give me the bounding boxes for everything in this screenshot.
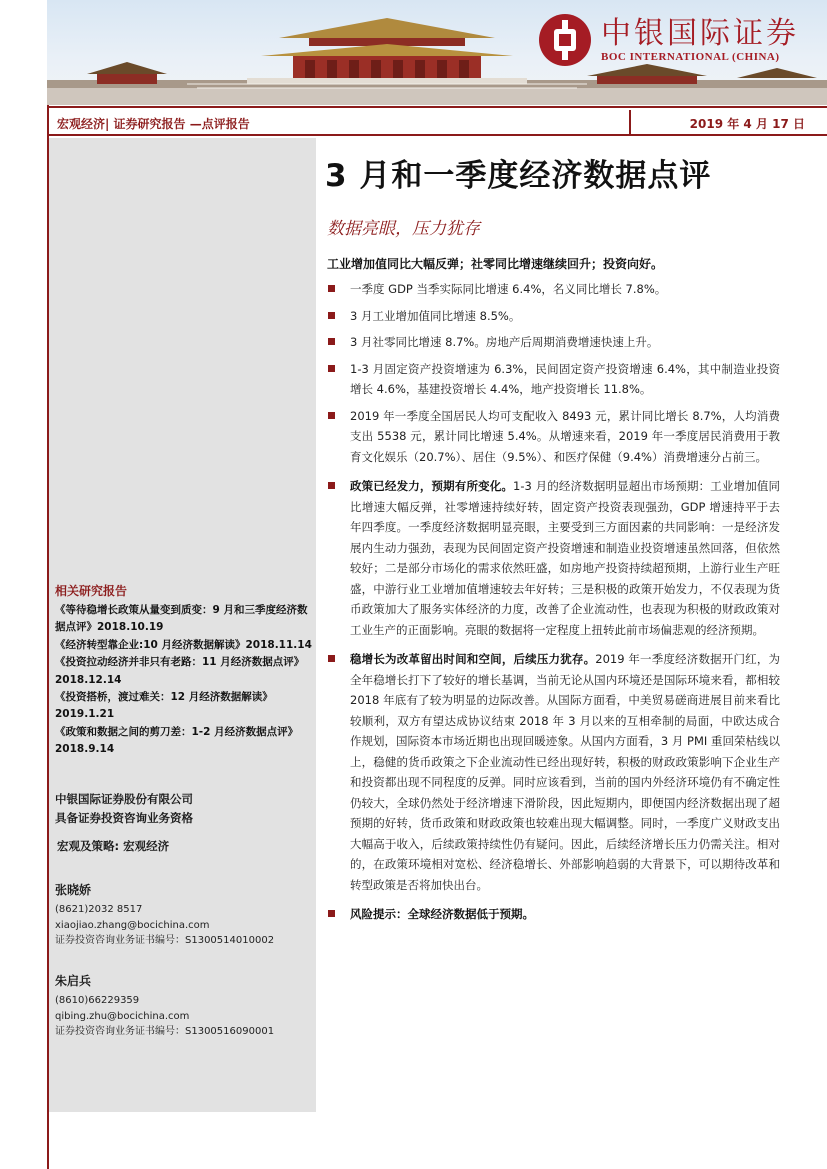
brand-name-en: BOC INTERNATIONAL (CHINA) <box>601 51 780 63</box>
bullet-text: 3 月社零同比增速 8.7%。房地产后周期消费增速快速上升。 <box>350 335 659 349</box>
bullet-heading: 稳增长为改革留出时间和空间，后续压力犹存。 <box>350 652 596 666</box>
bullet-text: 2019 年一季度经济数据开门红，为全年稳增长打下了较好的增长基调，当前无论从国内环境还是国际环境来看，都相较 2018 年底有了较为明显的边际改善。从国际方面看，中美贸易磋商进展目前来看比较顺利，双方有望达成协议结束 2018 年 3 月以来的互相牵制的局面，中欧达成合作规划，国际资本市场近期也出现回暖迹象。从国内方面看，3 月 PMI 重回荣枯线以上，稳健的货币政策之下企业流动性已经出现好转，积极的财政政策影响下企业生产和投资都出现不同程度的反弹。同时应该看到，当前的国内外经济环境仍有不确定性仍较大，全球仍然处于经济增速下滑阶段，因此短期内，即便国内经济数据出现了超预期的好转，货币政策和财政政策也较难出现大幅调整。同时，一季度广义财政支出大幅高于收入，后续政策持续性仍有疑问。因此，后续经济增长压力仍需关注。相对的，在政策环境相对宽松、经济稳增长、外部影响趋弱的大背景下，可以期待改革和转型政策是否将加快出台。 <box>350 652 781 892</box>
bullet-square-icon <box>328 285 335 292</box>
bullet-item <box>327 649 780 895</box>
bullet-text: 2019 年一季度全国居民人均可支配收入 8493 元，累计同比增长 8.7%，人均消费支出 5538 元，累计同比增速 5.4%。从增速来看，2019 年一季度居民消费用于教育文化娱乐（20.7%）、居住（9.5%）、和医疗保健（9.4%）消费增速分占前三。 <box>350 408 780 464</box>
analyst-card <box>55 972 317 1040</box>
company-name: 中银国际证券股份有限公司 <box>55 792 193 806</box>
analyst-cert: 证券投资咨询业务证书编号：S1300516090001 <box>55 1026 275 1037</box>
bullet-text: 3 月工业增加值同比增速 8.5%。 <box>350 308 521 323</box>
related-report-item[interactable]: 《政策和数据之间的剪刀差：1-2 月经济数据点评》2018.9.14 <box>55 725 299 756</box>
bullet-item <box>327 332 780 353</box>
related-report-item[interactable]: 《投资拉动经济并非只有老路：11 月经济数据点评》2018.12.14 <box>55 656 305 686</box>
bullet-item <box>327 406 780 468</box>
analyst-email[interactable]: xiaojiao.zhang@bocichina.com <box>55 919 210 931</box>
analyst-email[interactable]: qibing.zhu@bocichina.com <box>55 1010 190 1022</box>
bullet-heading: 政策已经发力，预期有所变化。 <box>350 479 514 493</box>
analyst-name: 张晓娇 <box>55 883 92 897</box>
bullet-square-icon <box>328 910 335 917</box>
bullet-text: 一季度 GDP 当季实际同比增速 6.4%，名义同比增长 7.8%。 <box>350 282 667 296</box>
company-info <box>55 790 193 828</box>
bullet-square-icon <box>328 482 335 489</box>
bullet-square-icon <box>328 655 335 662</box>
bullet-square-icon <box>328 312 335 319</box>
header-banner <box>47 0 827 105</box>
bullet-item <box>327 904 780 925</box>
related-report-item[interactable]: 《投资搭桥，渡过难关：12 月经济数据解读》2019.1.21 <box>55 691 273 721</box>
brand-name-cn: 中银国际证券 <box>601 16 799 51</box>
related-reports-heading: 相关研究报告 <box>55 584 128 598</box>
report-subtitle: 数据亮眼，压力犹存 <box>327 219 480 239</box>
related-report-item[interactable]: 《等待稳增长政策从量变到质变：9 月和三季度经济数据点评》2018.10.19 <box>55 604 308 634</box>
bullet-heading: 风险提示：全球经济数据低于预期。 <box>350 907 534 921</box>
band-separator <box>629 110 631 136</box>
lead-summary: 工业增加值同比大幅反弹；社零同比增速继续回升；投资向好。 <box>327 257 664 271</box>
analyst-name: 朱启兵 <box>55 974 92 988</box>
analyst-cert: 证券投资咨询业务证书编号：S1300514010002 <box>55 935 275 946</box>
report-type: 宏观经济| 证券研究报告 —点评报告 <box>57 117 250 131</box>
bullet-square-icon <box>328 338 335 345</box>
analyst-card <box>55 881 317 949</box>
company-qualification: 具备证券投资咨询业务资格 <box>55 811 193 825</box>
related-reports-list <box>55 602 317 759</box>
bullet-item <box>327 359 780 400</box>
related-report-item[interactable]: 《经济转型靠企业:10 月经济数据解读》2018.11.14 <box>55 638 312 651</box>
boc-logo-icon <box>539 14 591 66</box>
bullet-square-icon <box>328 365 335 372</box>
bullet-square-icon <box>328 412 335 419</box>
report-date: 2019 年 4 月 17 日 <box>689 117 805 131</box>
brand-logo <box>539 14 799 66</box>
report-info-band <box>47 110 827 136</box>
header-divider <box>47 106 827 108</box>
report-title: 3 月和一季度经济数据点评 <box>325 158 712 194</box>
bullet-item <box>327 476 780 640</box>
analyst-phone: (8621)2032 8517 <box>55 904 143 915</box>
bullet-text: 1-3 月固定资产投资增速为 6.3%，民间固定资产投资增速 6.4%，其中制造业投资增长 4.6%，基建投资增长 4.4%，地产投资增长 11.8%。 <box>350 361 780 396</box>
key-points-list <box>327 279 780 925</box>
strategy-label: 宏观及策略: 宏观经济 <box>57 839 170 853</box>
bullet-text: 1-3 月的经济数据明显超出市场预期：工业增加值同比增速大幅反弹，社零增速持续好转，固定资产投资表现强劲，GDP 增速持平于去年四季度。一季度经济数据明显亮眼，主要受到三方面因素的共同影响：一是经济发展内生动力强劲，表现为民间固定资产投资增速和制造业投资增速虽然回落，但依然较好；二是部分市场化的需求依然旺盛，如房地产投资持续超预期，上游行业生产旺盛，中游行业工业增加值增速较去年好转；三是积极的政策开始发力，不仅表现为货币政策加大了服务实体经济的力度，改善了企业流动性，也表现为积极的财政政策对工业生产的正面影响。亮眼的数据将一定程度上扭转此前市场偏悲观的经济预期。 <box>350 479 781 637</box>
bullet-item <box>327 279 780 300</box>
analyst-phone: (8610)66229359 <box>55 995 140 1006</box>
bullet-item <box>327 306 780 327</box>
